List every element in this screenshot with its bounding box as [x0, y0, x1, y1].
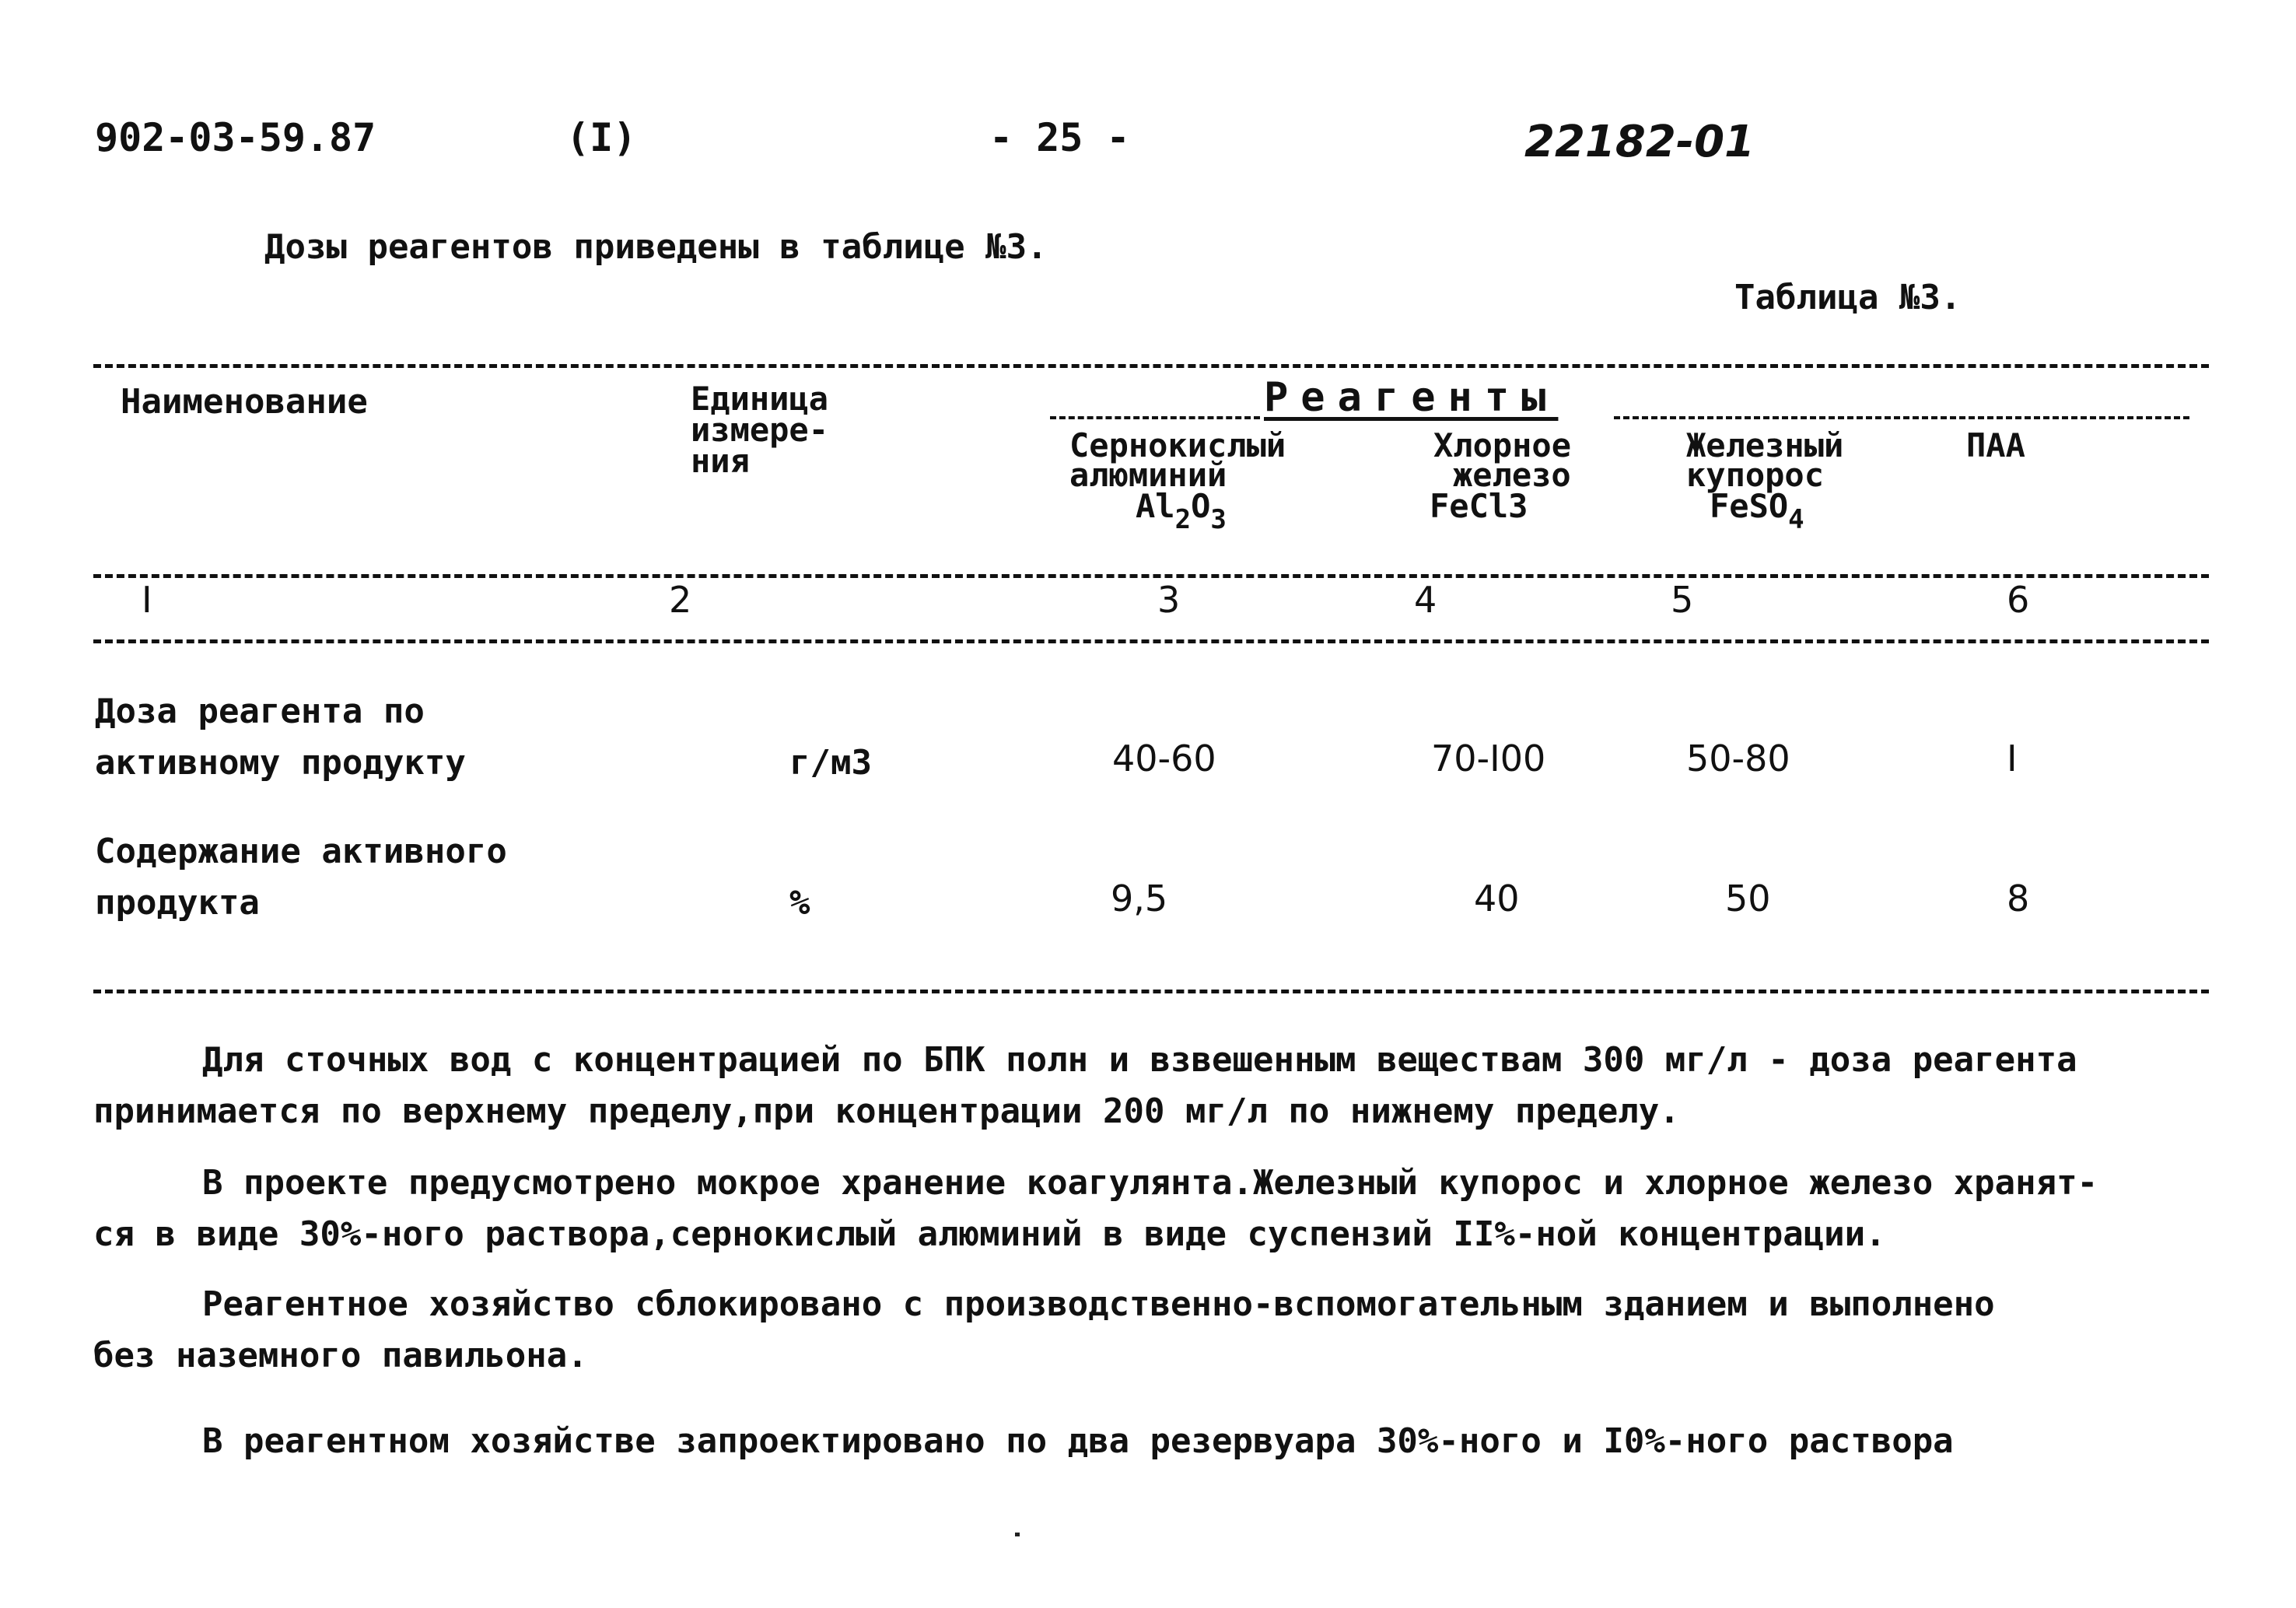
reagents-rule-left: [1050, 416, 1260, 419]
column-header-aluminium-sulfate: Сернокислый алюминий $Al_2O_3$: [1069, 426, 1286, 535]
formula-al2o3: $Al_2O_3$: [1136, 487, 1227, 535]
column-number-2: 2: [669, 579, 692, 621]
column-header-ferrous-sulfate: Железный купорос FeSO$_4$: [1686, 426, 1844, 535]
paragraph-reagent-facility: Реагентное хозяйство сблокировано с производственно-вспомогательным зданием и выполнено без наземного павильона.: [93, 1284, 1995, 1375]
page-number: - 25 -: [989, 115, 1130, 160]
column-number-3: 3: [1157, 579, 1181, 621]
header-bottom-rule: [93, 574, 2209, 578]
row-unit: г/м3: [789, 743, 872, 783]
paragraph-reservoirs: В реагентном хозяйстве запроектировано по два резервуара 30%-ного и I0%-ного раствора: [202, 1421, 1954, 1461]
value-paa: 8: [2007, 878, 2030, 920]
column-header-paa: ПАА: [1966, 426, 2025, 464]
formula-feso4: FeSO$_4$: [1710, 487, 1804, 535]
scan-speck: [1015, 1533, 1020, 1536]
column-header-ferric-chloride: Хлорное железо FeCl3: [1430, 426, 1572, 525]
paragraph-bod-concentration: Для сточных вод с концентрацией по БПК полн и взвешенным веществам 300 мг/л - доза реагента принимается по верхнему пределу,при концентрации 200 мг/л по нижнему пределу.: [93, 1040, 2077, 1131]
column-number-6: 6: [2007, 579, 2030, 621]
row-label: Доза реагента по активному продукту: [95, 692, 466, 783]
column-number-4: 4: [1414, 579, 1437, 621]
value-paa: I: [2007, 737, 2018, 779]
reagents-rule-right: [1614, 416, 2189, 419]
archive-stamp: 22182-01: [1524, 117, 1755, 167]
document-code: 902-03-59.87: [95, 115, 376, 160]
row-label: Содержание активного продукта: [95, 832, 507, 923]
column-number-5: 5: [1671, 579, 1694, 621]
value-ferric-chloride: 70-I00: [1431, 737, 1546, 779]
value-ferrous-sulfate: 50-80: [1686, 737, 1790, 779]
column-header-unit: Единица измере- ния: [691, 380, 829, 480]
value-ferric-chloride: 40: [1474, 878, 1520, 920]
column-number-1: I: [142, 579, 152, 621]
table-caption: Таблица №3.: [1734, 278, 1962, 317]
value-aluminium-sulfate: 40-60: [1112, 737, 1216, 779]
reagents-group-header: Реагенты: [1264, 374, 1559, 421]
table-top-rule: [93, 364, 2209, 368]
table-bottom-rule: [93, 990, 2209, 993]
value-ferrous-sulfate: 50: [1725, 878, 1771, 920]
volume-number: (I): [566, 115, 637, 160]
column-header-name: Наименование: [121, 382, 368, 422]
value-aluminium-sulfate: 9,5: [1111, 878, 1168, 920]
numbers-bottom-rule: [93, 639, 2209, 643]
row-unit: %: [789, 883, 810, 923]
intro-text: Дозы реагентов приведены в таблице №3.: [264, 227, 1048, 267]
paragraph-coagulant-storage: В проекте предусмотрено мокрое хранение коагулянта.Железный купорос и хлорное железо хранят- ся в виде 30%-ного раствора,сернокислый алюминий в виде суспензий II%-ной концентрации.: [93, 1163, 2098, 1254]
